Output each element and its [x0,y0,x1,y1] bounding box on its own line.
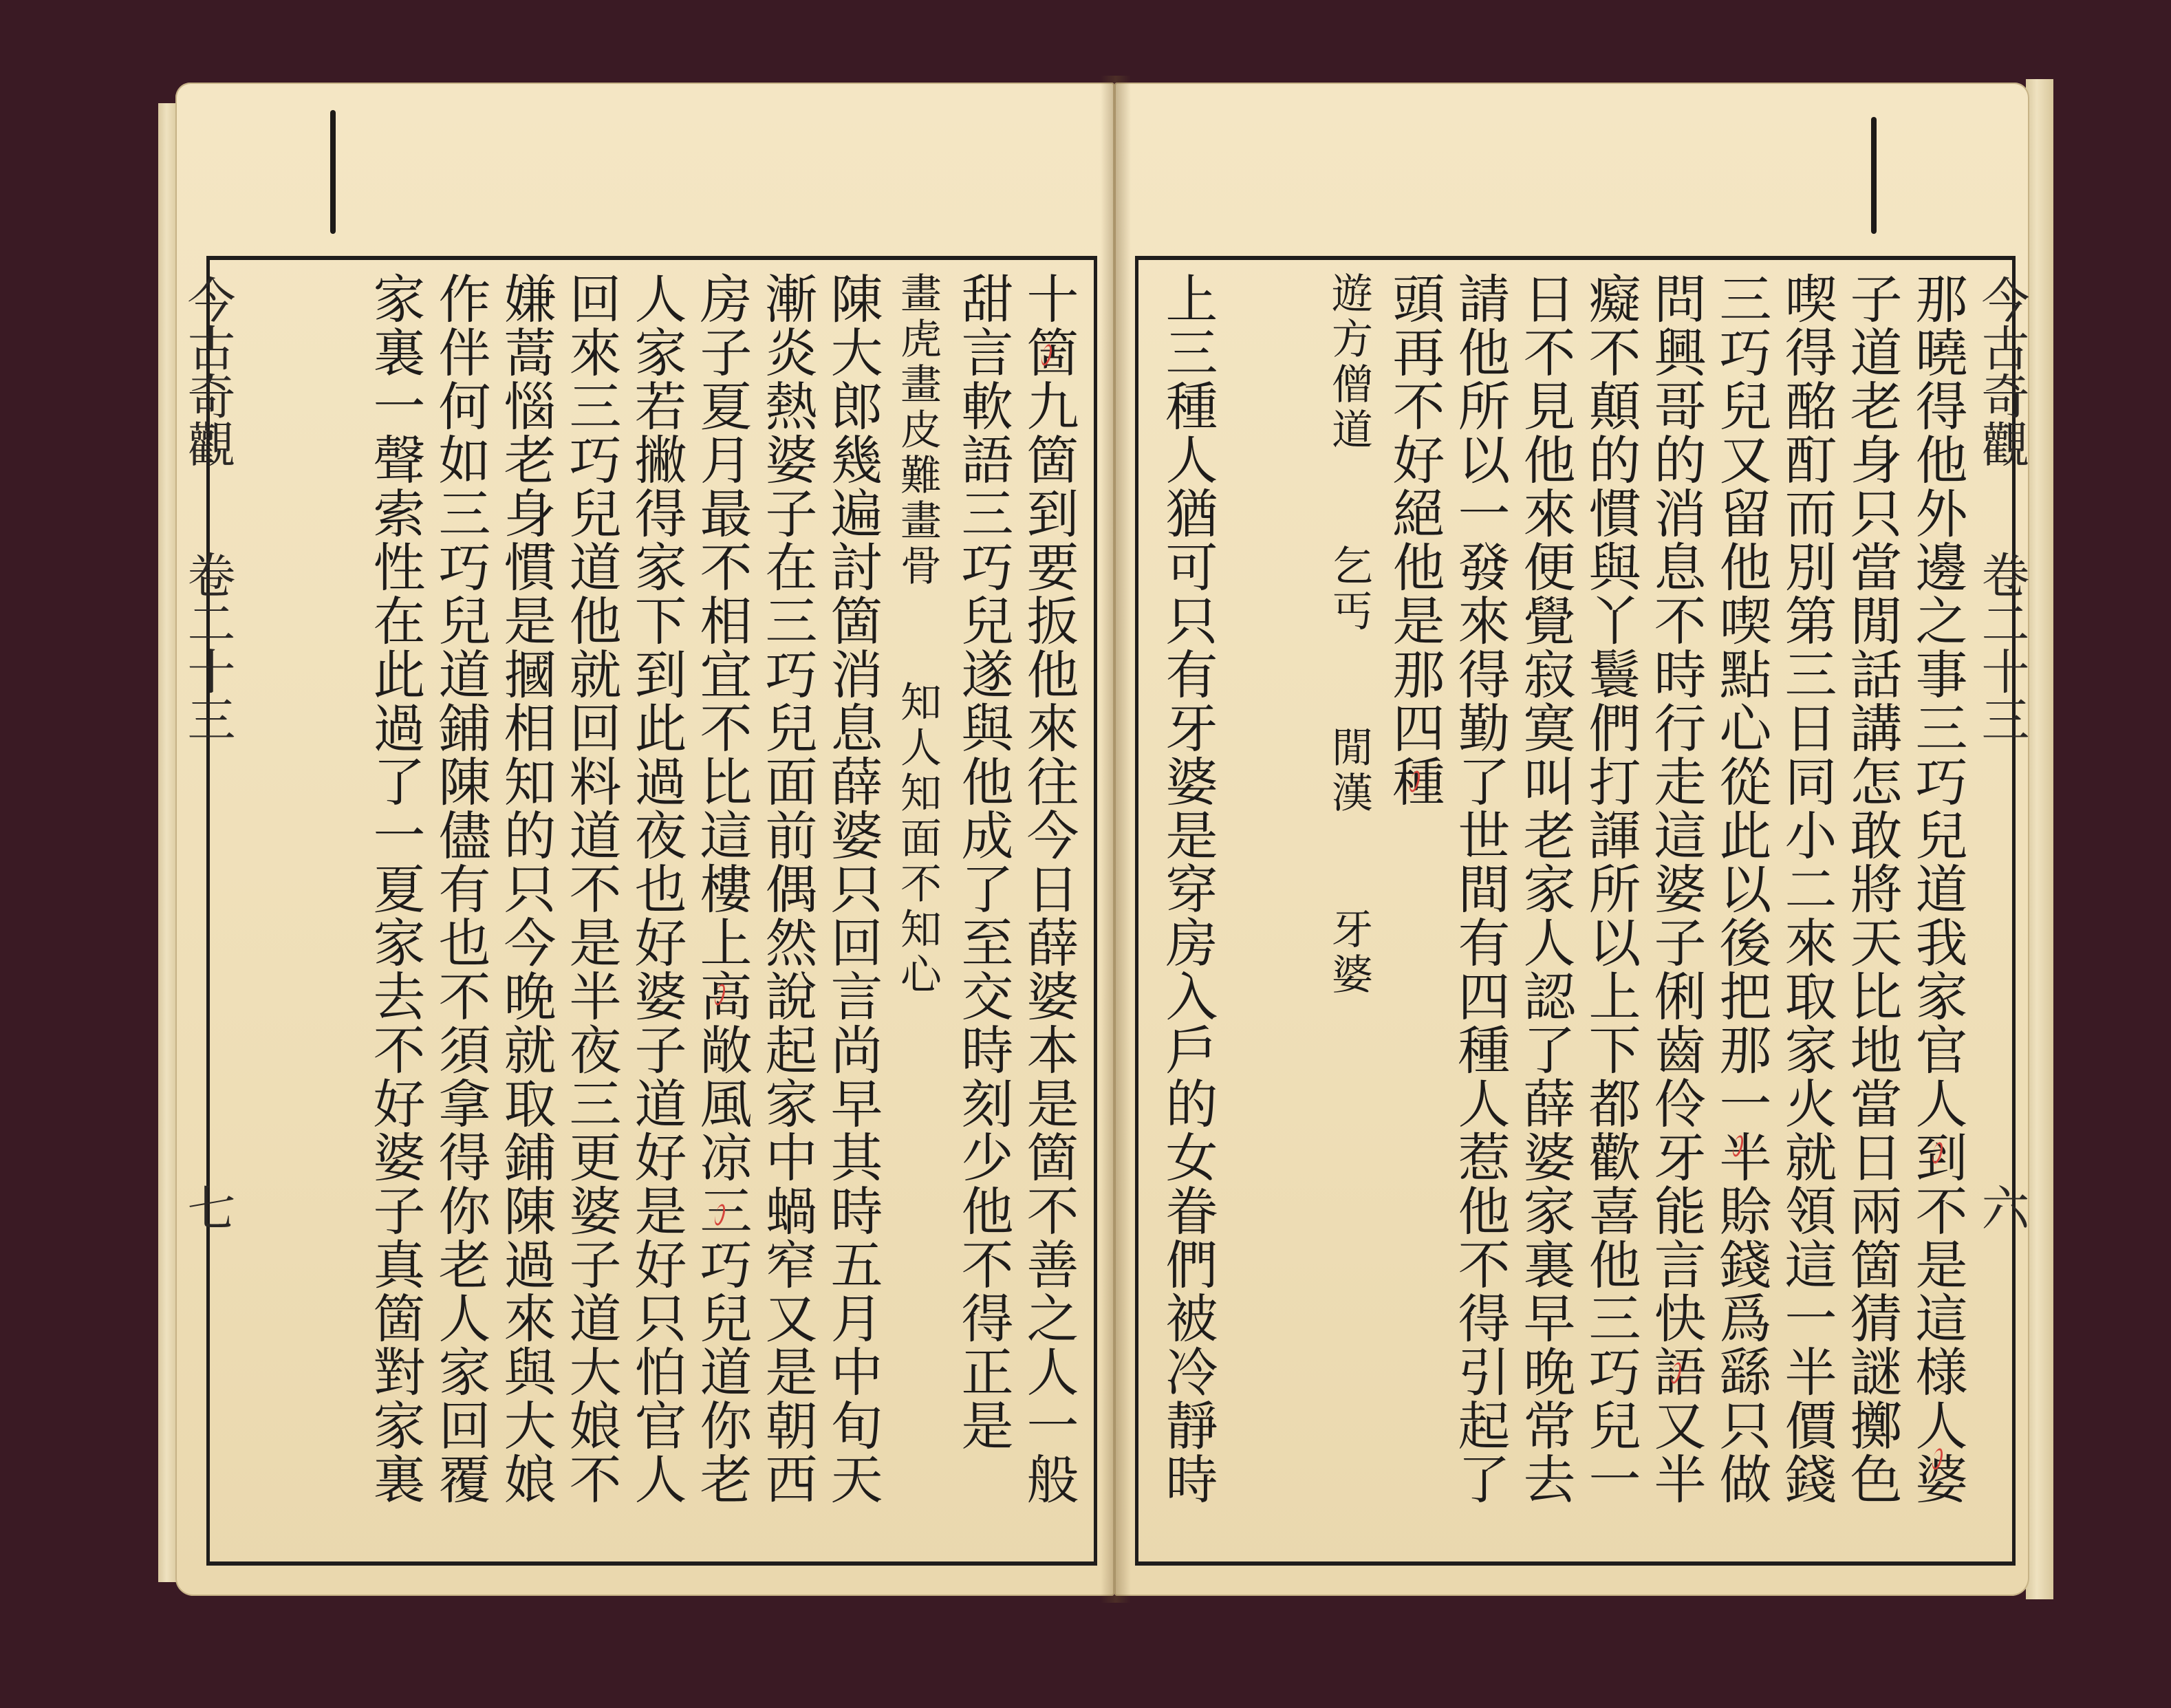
left-column-2: 甜言軟語三巧兒遂與他成了至交時刻少他不得正是 [953,272,1014,1452]
right-column-6: 癡不顛的慣與丫鬟們打諢所以上下都歡喜他三巧兒一 [1580,272,1641,1506]
right-margin-title: 今古奇觀 [1974,275,2030,468]
left-column-3: 畫虎畫皮難畫骨 知人知面不知心 [894,272,942,998]
left-margin-volume: 卷二十三 [180,550,236,743]
right-column-1: 那曉得他外邊之事三巧兒道我家官人到不是這様人婆 [1907,272,1968,1506]
right-column-9: 頭再不好絕他是那四種 [1384,272,1445,808]
right-column-5: 問興哥的消息不時行走這婆子俐齒伶牙能言快語又半 [1645,272,1707,1506]
book-gutter [1101,76,1131,1603]
left-column-1: 十箇九箇到要扳他來往今日薛婆本是箇不善之人一般 [1018,272,1079,1506]
left-column-11: 家裏一聲索性在此過了一夏家去不好婆子真箇對家裏 [365,272,426,1506]
right-crease [1871,117,1877,234]
right-column-4: 三巧兒又留他喫點心從此以後把那一半賒錢爲繇只做 [1711,272,1772,1506]
right-column-8: 請他所以一發來得勤了世間有四種人惹他不得引起了 [1449,272,1511,1506]
left-column-10: 作伴何如三巧兒道鋪陳儘有也不須拿得你老人家回覆 [430,272,491,1506]
left-column-8: 回來三巧兒道他就回料道不是半夜三更婆子道大娘不 [561,272,622,1506]
left-column-4: 陳大郎幾遍討箇消息薛婆只回言尚早其時五月中旬天 [822,272,883,1506]
right-page-edges [2026,79,2053,1599]
right-column-7: 日不見他來便覺寂寞叫老家人認了薛婆家裏早晚常去 [1515,272,1576,1506]
left-column-7: 人家若撇得家下到此過夜也好婆子道好是好只怕官人 [626,272,687,1506]
left-column-6: 房子夏月最不相宜不比這樓上高敞風凉三巧兒道你老 [691,272,753,1506]
left-column-9: 嫌蒿惱老身慣是摑相知的只今晚就取鋪陳過來與大娘 [495,272,557,1506]
left-column-5: 漸炎熱婆子在三巧兒面前偶然說起家中蝸窄又是朝西 [757,272,818,1506]
right-margin-volume: 卷二十三 [1974,550,2030,743]
right-column-3: 喫得酩酊而別第三日同小二來取家火就領這一半價錢 [1776,272,1837,1506]
right-column-11: 上三種人猶可只有牙婆是穿房入戶的女眷們被冷靜時 [1157,272,1218,1506]
right-column-2: 子道老身只當閒話講怎敢將天比地當日兩箇猜謎擲色 [1841,272,1903,1506]
right-column-10: 遊方僧道 乞丐 閒漢 牙婆 [1325,272,1373,998]
right-folio-number: 六 [1974,1183,2030,1231]
left-margin-title: 今古奇觀 [180,275,236,468]
left-folio-number: 七 [180,1183,236,1231]
left-crease [330,110,336,234]
